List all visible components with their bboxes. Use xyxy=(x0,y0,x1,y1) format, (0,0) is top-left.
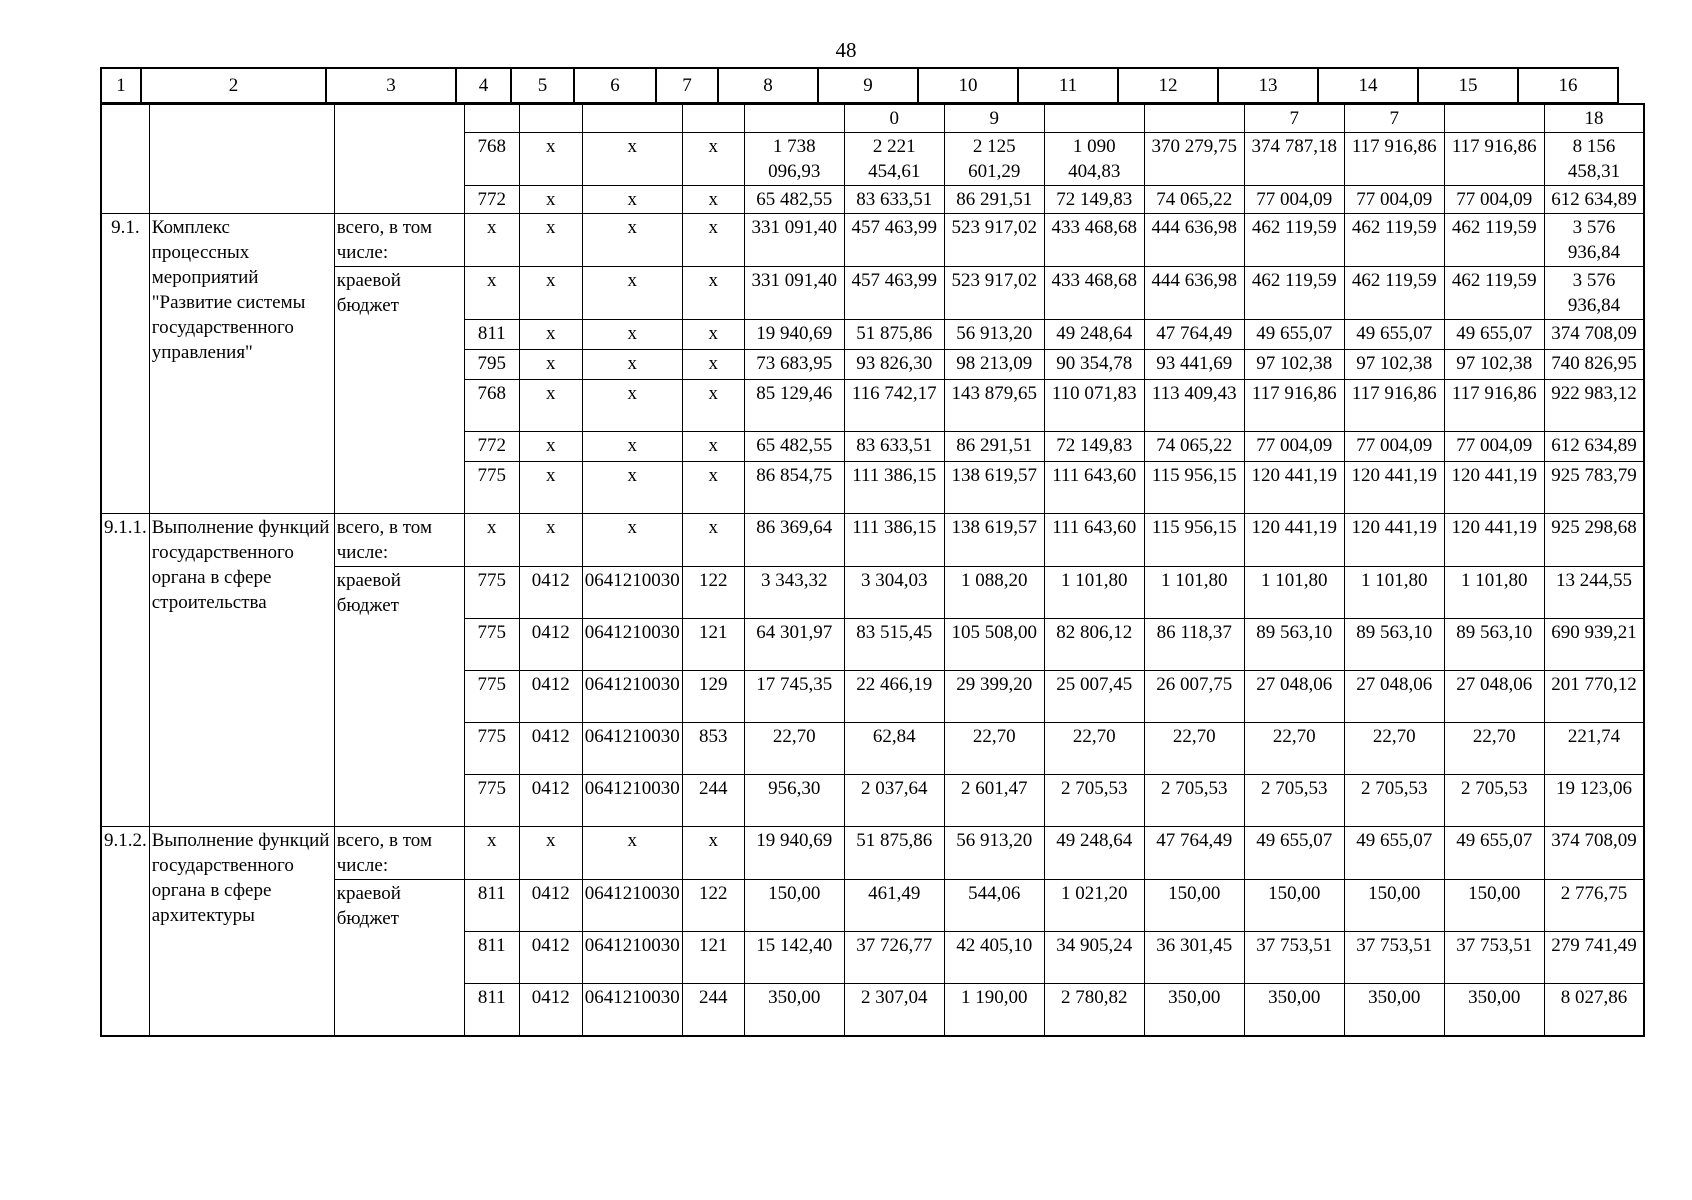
cell-value: 19 123,06 xyxy=(1544,775,1644,827)
cell-rzpr: x xyxy=(519,214,582,267)
cell-value: 37 753,51 xyxy=(1344,932,1444,984)
cell-value: 72 149,83 xyxy=(1044,432,1144,462)
cell-value: 56 913,20 xyxy=(944,320,1044,350)
cell-grbs: 811 xyxy=(464,880,519,932)
cell-grbs: 775 xyxy=(464,723,519,775)
cell-name: Выполнение функций государственного органа в сфере архитектуры xyxy=(149,827,334,1036)
cell-value: 117 916,86 xyxy=(1244,380,1344,432)
cell-value: 350,00 xyxy=(1444,984,1544,1036)
cell-value: 86 118,37 xyxy=(1144,619,1244,671)
cell-value: 120 441,19 xyxy=(1244,462,1344,514)
cell-value: 22,70 xyxy=(1144,723,1244,775)
cell-value: 115 956,15 xyxy=(1144,514,1244,567)
cell-number: 9.1.1. xyxy=(101,514,149,827)
cell-value: 22,70 xyxy=(1344,723,1444,775)
cell-value: 612 634,89 xyxy=(1544,432,1644,462)
cell-value: 143 879,65 xyxy=(944,380,1044,432)
cell-value: 17 745,35 xyxy=(744,671,844,723)
cell-value: 111 643,60 xyxy=(1044,462,1144,514)
cell-grbs: 768 xyxy=(464,380,519,432)
cell-grbs: 775 xyxy=(464,567,519,619)
cell-value: 93 826,30 xyxy=(844,350,944,380)
cell-grbs: 772 xyxy=(464,432,519,462)
cell-value: 62,84 xyxy=(844,723,944,775)
cell-value: 433 468,68 xyxy=(1044,267,1144,320)
cell-grbs: 772 xyxy=(464,186,519,214)
budget-table xyxy=(100,103,1645,1037)
cell-csr: 0641210030 xyxy=(582,619,682,671)
cell-value: 110 071,83 xyxy=(1044,380,1144,432)
cell-value: 2 705,53 xyxy=(1444,775,1544,827)
cell-rzpr xyxy=(519,104,582,133)
cell-value: 350,00 xyxy=(1244,984,1344,1036)
header-cell: 1 xyxy=(101,68,141,103)
cell-value: 8 156 458,31 xyxy=(1544,133,1644,186)
cell-grbs: 768 xyxy=(464,133,519,186)
cell-value: 150,00 xyxy=(744,880,844,932)
cell-name: Комплекс процессных мероприятий "Развитие системы государственного управления" xyxy=(149,214,334,514)
cell-value: 117 916,86 xyxy=(1344,133,1444,186)
cell-value: 2 780,82 xyxy=(1044,984,1144,1036)
cell-rzpr: x xyxy=(519,350,582,380)
cell-value: 56 913,20 xyxy=(944,827,1044,880)
cell-value: 51 875,86 xyxy=(844,827,944,880)
header-cell: 15 xyxy=(1418,68,1518,103)
cell-value: 27 048,06 xyxy=(1244,671,1344,723)
cell-value: 65 482,55 xyxy=(744,432,844,462)
cell-rzpr: 0412 xyxy=(519,671,582,723)
cell-csr: 0641210030 xyxy=(582,880,682,932)
cell-value: 34 905,24 xyxy=(1044,932,1144,984)
cell-value: 120 441,19 xyxy=(1444,514,1544,567)
cell-value: 523 917,02 xyxy=(944,267,1044,320)
cell-source: краевой бюджет xyxy=(334,880,464,1036)
cell-value: 3 304,03 xyxy=(844,567,944,619)
cell-vr: 244 xyxy=(682,984,744,1036)
cell-vr: x xyxy=(682,214,744,267)
cell-vr: 853 xyxy=(682,723,744,775)
header-cell: 3 xyxy=(326,68,456,103)
cell-value: 15 142,40 xyxy=(744,932,844,984)
cell-value: 47 764,49 xyxy=(1144,827,1244,880)
cell-value: 1 101,80 xyxy=(1044,567,1144,619)
cell-value: 74 065,22 xyxy=(1144,432,1244,462)
cell-value: 120 441,19 xyxy=(1444,462,1544,514)
header-cell: 6 xyxy=(574,68,656,103)
cell-value: 65 482,55 xyxy=(744,186,844,214)
cell-value: 1 088,20 xyxy=(944,567,1044,619)
cell-value: 138 619,57 xyxy=(944,514,1044,567)
cell-csr: x xyxy=(582,380,682,432)
header-cell: 8 xyxy=(718,68,818,103)
cell-value: 150,00 xyxy=(1344,880,1444,932)
cell-vr: 121 xyxy=(682,619,744,671)
cell-grbs: 811 xyxy=(464,932,519,984)
cell-vr: x xyxy=(682,827,744,880)
cell-value: 350,00 xyxy=(1344,984,1444,1036)
cell-value: 221,74 xyxy=(1544,723,1644,775)
cell-value: 690 939,21 xyxy=(1544,619,1644,671)
cell-grbs xyxy=(464,104,519,133)
cell-value: 42 405,10 xyxy=(944,932,1044,984)
cell-vr: x xyxy=(682,186,744,214)
cell-grbs: 811 xyxy=(464,984,519,1036)
cell-vr xyxy=(682,104,744,133)
cell-csr: 0641210030 xyxy=(582,775,682,827)
cell-value: 1 101,80 xyxy=(1244,567,1344,619)
cell-value: 49 655,07 xyxy=(1244,320,1344,350)
cell-vr: 121 xyxy=(682,932,744,984)
cell-value: 350,00 xyxy=(1144,984,1244,1036)
cell-value: 19 940,69 xyxy=(744,827,844,880)
cell-csr: 0641210030 xyxy=(582,723,682,775)
cell-rzpr: 0412 xyxy=(519,775,582,827)
cell-value: 22,70 xyxy=(944,723,1044,775)
cell-value: 457 463,99 xyxy=(844,214,944,267)
cell-grbs: 811 xyxy=(464,320,519,350)
cell-value: 116 742,17 xyxy=(844,380,944,432)
cell-grbs: 775 xyxy=(464,671,519,723)
cell-value xyxy=(1144,104,1244,133)
cell-vr: x xyxy=(682,432,744,462)
cell-rzpr: x xyxy=(519,267,582,320)
cell-grbs: x xyxy=(464,214,519,267)
table-row xyxy=(101,214,1644,267)
header-cell: 9 xyxy=(818,68,918,103)
cell-value: 2 125 601,29 xyxy=(944,133,1044,186)
cell-value: 1 021,20 xyxy=(1044,880,1144,932)
cell-value: 85 129,46 xyxy=(744,380,844,432)
cell-value: 374 708,09 xyxy=(1544,320,1644,350)
cell-value: 83 633,51 xyxy=(844,432,944,462)
cell-value: 612 634,89 xyxy=(1544,186,1644,214)
cell-value: 374 708,09 xyxy=(1544,827,1644,880)
cell-number: 9.1. xyxy=(101,214,149,514)
cell-value: 27 048,06 xyxy=(1444,671,1544,723)
cell-value: 433 468,68 xyxy=(1044,214,1144,267)
cell-value xyxy=(1444,104,1544,133)
cell-value: 3 576 936,84 xyxy=(1544,214,1644,267)
header-cell: 14 xyxy=(1318,68,1418,103)
cell-value: 457 463,99 xyxy=(844,267,944,320)
cell-rzpr: 0412 xyxy=(519,619,582,671)
cell-value: 925 298,68 xyxy=(1544,514,1644,567)
cell-value: 350,00 xyxy=(744,984,844,1036)
cell-value: 1 101,80 xyxy=(1144,567,1244,619)
cell-value: 74 065,22 xyxy=(1144,186,1244,214)
cell-value: 27 048,06 xyxy=(1344,671,1444,723)
cell-value: 93 441,69 xyxy=(1144,350,1244,380)
cell-value: 77 004,09 xyxy=(1344,432,1444,462)
cell-value: 13 244,55 xyxy=(1544,567,1644,619)
cell-vr: x xyxy=(682,267,744,320)
cell-rzpr: x xyxy=(519,514,582,567)
table-row xyxy=(101,104,1644,133)
cell-value: 111 386,15 xyxy=(844,514,944,567)
cell-rzpr: x xyxy=(519,320,582,350)
cell-value: 89 563,10 xyxy=(1244,619,1344,671)
cell-vr: 122 xyxy=(682,567,744,619)
cell-rzpr: x xyxy=(519,432,582,462)
cell-grbs: x xyxy=(464,267,519,320)
cell-value: 2 037,64 xyxy=(844,775,944,827)
cell-source: краевой бюджет xyxy=(334,267,464,514)
header-cell: 10 xyxy=(918,68,1018,103)
cell-value: 37 726,77 xyxy=(844,932,944,984)
cell-value xyxy=(1044,104,1144,133)
cell-value: 279 741,49 xyxy=(1544,932,1644,984)
header-cell: 2 xyxy=(141,68,326,103)
cell-value: 2 601,47 xyxy=(944,775,1044,827)
cell-vr: x xyxy=(682,320,744,350)
cell-value: 462 119,59 xyxy=(1244,267,1344,320)
cell-value: 120 441,19 xyxy=(1344,462,1444,514)
cell-csr: x xyxy=(582,462,682,514)
cell-value: 98 213,09 xyxy=(944,350,1044,380)
cell-value: 1 090 404,83 xyxy=(1044,133,1144,186)
cell-value: 201 770,12 xyxy=(1544,671,1644,723)
cell-value: 544,06 xyxy=(944,880,1044,932)
cell-value: 82 806,12 xyxy=(1044,619,1144,671)
cell-rzpr: x xyxy=(519,462,582,514)
cell-vr: 129 xyxy=(682,671,744,723)
cell-number xyxy=(101,104,149,214)
cell-csr: 0641210030 xyxy=(582,984,682,1036)
cell-value: 117 916,86 xyxy=(1344,380,1444,432)
cell-value: 370 279,75 xyxy=(1144,133,1244,186)
cell-value: 77 004,09 xyxy=(1344,186,1444,214)
cell-source: всего, в том числе: xyxy=(334,214,464,267)
cell-csr: 0641210030 xyxy=(582,567,682,619)
cell-value: 120 441,19 xyxy=(1344,514,1444,567)
cell-value: 86 291,51 xyxy=(944,432,1044,462)
cell-value: 51 875,86 xyxy=(844,320,944,350)
cell-value: 49 655,07 xyxy=(1444,827,1544,880)
cell-value: 3 576 936,84 xyxy=(1544,267,1644,320)
cell-value: 120 441,19 xyxy=(1244,514,1344,567)
cell-vr: x xyxy=(682,514,744,567)
cell-value: 2 705,53 xyxy=(1144,775,1244,827)
cell-source xyxy=(334,104,464,214)
cell-value: 47 764,49 xyxy=(1144,320,1244,350)
cell-value: 73 683,95 xyxy=(744,350,844,380)
cell-value: 97 102,38 xyxy=(1244,350,1344,380)
cell-value: 86 854,75 xyxy=(744,462,844,514)
cell-value: 1 738 096,93 xyxy=(744,133,844,186)
cell-csr: x xyxy=(582,350,682,380)
cell-value: 2 705,53 xyxy=(1244,775,1344,827)
cell-value: 462 119,59 xyxy=(1344,267,1444,320)
cell-source: всего, в том числе: xyxy=(334,827,464,880)
cell-csr: x xyxy=(582,267,682,320)
cell-value: 374 787,18 xyxy=(1244,133,1344,186)
cell-value: 9 xyxy=(944,104,1044,133)
cell-rzpr: 0412 xyxy=(519,567,582,619)
cell-value: 29 399,20 xyxy=(944,671,1044,723)
cell-value: 49 248,64 xyxy=(1044,827,1144,880)
cell-value: 150,00 xyxy=(1444,880,1544,932)
cell-value: 37 753,51 xyxy=(1244,932,1344,984)
cell-value: 7 xyxy=(1344,104,1444,133)
cell-value: 18 xyxy=(1544,104,1644,133)
cell-value: 523 917,02 xyxy=(944,214,1044,267)
cell-value: 22,70 xyxy=(744,723,844,775)
cell-vr: 244 xyxy=(682,775,744,827)
cell-value: 2 307,04 xyxy=(844,984,944,1036)
cell-value: 1 101,80 xyxy=(1344,567,1444,619)
cell-vr: x xyxy=(682,462,744,514)
cell-csr: x xyxy=(582,827,682,880)
cell-value: 922 983,12 xyxy=(1544,380,1644,432)
cell-source: краевой бюджет xyxy=(334,567,464,827)
header-cell: 16 xyxy=(1518,68,1618,103)
cell-value: 72 149,83 xyxy=(1044,186,1144,214)
cell-value: 444 636,98 xyxy=(1144,267,1244,320)
cell-value: 86 291,51 xyxy=(944,186,1044,214)
cell-value: 331 091,40 xyxy=(744,214,844,267)
cell-value: 89 563,10 xyxy=(1444,619,1544,671)
cell-csr: x xyxy=(582,186,682,214)
cell-value: 22,70 xyxy=(1444,723,1544,775)
cell-grbs: x xyxy=(464,827,519,880)
cell-rzpr: 0412 xyxy=(519,723,582,775)
cell-value: 117 916,86 xyxy=(1444,133,1544,186)
cell-value xyxy=(744,104,844,133)
cell-value: 956,30 xyxy=(744,775,844,827)
cell-name: Выполнение функций государственного органа в сфере строительства xyxy=(149,514,334,827)
cell-value: 49 248,64 xyxy=(1044,320,1144,350)
header-cell: 13 xyxy=(1218,68,1318,103)
cell-csr: 0641210030 xyxy=(582,932,682,984)
header-row xyxy=(101,68,1618,103)
cell-value: 925 783,79 xyxy=(1544,462,1644,514)
cell-value: 26 007,75 xyxy=(1144,671,1244,723)
header-cell: 5 xyxy=(511,68,574,103)
cell-csr: x xyxy=(582,432,682,462)
cell-csr: x xyxy=(582,320,682,350)
header-cell: 4 xyxy=(456,68,511,103)
cell-grbs: 775 xyxy=(464,775,519,827)
cell-value: 331 091,40 xyxy=(744,267,844,320)
cell-value: 49 655,07 xyxy=(1444,320,1544,350)
cell-value: 8 027,86 xyxy=(1544,984,1644,1036)
cell-value: 49 655,07 xyxy=(1244,827,1344,880)
cell-vr: x xyxy=(682,350,744,380)
cell-rzpr: x xyxy=(519,133,582,186)
table-row xyxy=(101,827,1644,880)
cell-value: 7 xyxy=(1244,104,1344,133)
cell-value: 2 705,53 xyxy=(1044,775,1144,827)
cell-value: 22 466,19 xyxy=(844,671,944,723)
cell-grbs: 775 xyxy=(464,462,519,514)
cell-vr: x xyxy=(682,380,744,432)
cell-value: 36 301,45 xyxy=(1144,932,1244,984)
cell-value: 3 343,32 xyxy=(744,567,844,619)
cell-value: 2 705,53 xyxy=(1344,775,1444,827)
cell-grbs: 775 xyxy=(464,619,519,671)
cell-value: 22,70 xyxy=(1244,723,1344,775)
cell-vr: x xyxy=(682,133,744,186)
cell-value: 111 643,60 xyxy=(1044,514,1144,567)
cell-value: 2 221 454,61 xyxy=(844,133,944,186)
cell-grbs: 795 xyxy=(464,350,519,380)
cell-value: 150,00 xyxy=(1144,880,1244,932)
cell-value: 0 xyxy=(844,104,944,133)
cell-csr: x xyxy=(582,214,682,267)
header-cell: 7 xyxy=(656,68,718,103)
cell-value: 150,00 xyxy=(1244,880,1344,932)
cell-grbs: x xyxy=(464,514,519,567)
cell-value: 77 004,09 xyxy=(1444,432,1544,462)
cell-value: 37 753,51 xyxy=(1444,932,1544,984)
cell-value: 77 004,09 xyxy=(1444,186,1544,214)
column-number-header xyxy=(100,67,1619,104)
cell-rzpr: x xyxy=(519,186,582,214)
cell-value: 461,49 xyxy=(844,880,944,932)
cell-value: 97 102,38 xyxy=(1444,350,1544,380)
cell-csr: x xyxy=(582,133,682,186)
page-number: 48 xyxy=(835,38,857,62)
cell-value: 77 004,09 xyxy=(1244,432,1344,462)
cell-rzpr: x xyxy=(519,380,582,432)
cell-value: 740 826,95 xyxy=(1544,350,1644,380)
cell-value: 117 916,86 xyxy=(1444,380,1544,432)
cell-value: 1 101,80 xyxy=(1444,567,1544,619)
cell-value: 113 409,43 xyxy=(1144,380,1244,432)
header-cell: 12 xyxy=(1118,68,1218,103)
cell-value: 138 619,57 xyxy=(944,462,1044,514)
cell-name xyxy=(149,104,334,214)
cell-csr: x xyxy=(582,514,682,567)
cell-vr: 122 xyxy=(682,880,744,932)
cell-number: 9.1.2. xyxy=(101,827,149,1036)
cell-rzpr: 0412 xyxy=(519,880,582,932)
cell-value: 2 776,75 xyxy=(1544,880,1644,932)
cell-value: 90 354,78 xyxy=(1044,350,1144,380)
cell-value: 462 119,59 xyxy=(1444,267,1544,320)
cell-value: 111 386,15 xyxy=(844,462,944,514)
cell-value: 115 956,15 xyxy=(1144,462,1244,514)
cell-value: 462 119,59 xyxy=(1444,214,1544,267)
header-cell: 11 xyxy=(1018,68,1118,103)
cell-value: 22,70 xyxy=(1044,723,1144,775)
cell-value: 83 515,45 xyxy=(844,619,944,671)
cell-source: всего, в том числе: xyxy=(334,514,464,567)
cell-value: 444 636,98 xyxy=(1144,214,1244,267)
cell-value: 64 301,97 xyxy=(744,619,844,671)
cell-csr: 0641210030 xyxy=(582,671,682,723)
table-row xyxy=(101,514,1644,567)
cell-value: 19 940,69 xyxy=(744,320,844,350)
cell-csr xyxy=(582,104,682,133)
cell-rzpr: 0412 xyxy=(519,932,582,984)
cell-value: 49 655,07 xyxy=(1344,320,1444,350)
cell-value: 462 119,59 xyxy=(1244,214,1344,267)
cell-rzpr: 0412 xyxy=(519,984,582,1036)
cell-value: 86 369,64 xyxy=(744,514,844,567)
cell-rzpr: x xyxy=(519,827,582,880)
cell-value: 49 655,07 xyxy=(1344,827,1444,880)
cell-value: 97 102,38 xyxy=(1344,350,1444,380)
cell-value: 77 004,09 xyxy=(1244,186,1344,214)
cell-value: 462 119,59 xyxy=(1344,214,1444,267)
cell-value: 89 563,10 xyxy=(1344,619,1444,671)
cell-value: 1 190,00 xyxy=(944,984,1044,1036)
cell-value: 25 007,45 xyxy=(1044,671,1144,723)
cell-value: 105 508,00 xyxy=(944,619,1044,671)
cell-value: 83 633,51 xyxy=(844,186,944,214)
